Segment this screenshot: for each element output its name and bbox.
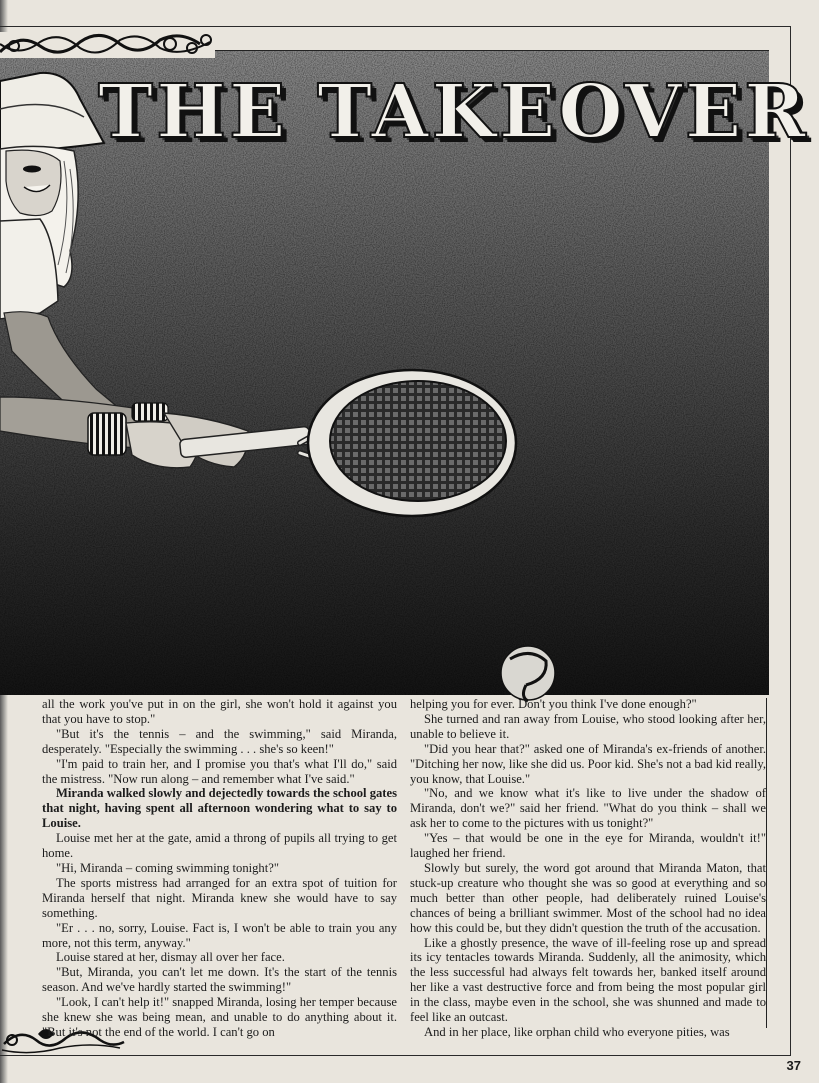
paragraph: And in her place, like orphan child who everyone pities, was: [424, 1024, 730, 1039]
text-column-right: [410, 697, 766, 1039]
text-column-left: [42, 697, 397, 1039]
paragraph: "But it's the tennis – and the swimming," said Miranda, desperately. "Especially the swimming . . . she's so keen!": [42, 726, 397, 756]
paragraph: Slowly but surely, the word got around that Miranda Maton, that stuck-up creature who thought she was so good at everything and so much better than other people, had deliberately ruined Louise's chances of being a brilliant swimmer. Most of the school had no idea how this could be, but they didn't question the truth of the accusation.: [410, 860, 766, 935]
paragraph: "Er . . . no, sorry, Louise. Fact is, I won't be able to train you any more, not this term, anyway.": [42, 920, 397, 950]
paragraph: "Look, I can't help it!" snapped Miranda, losing her temper because she knew she was being mean, and unable to do anything about it. "But it's not the end of the world. I can't go on: [42, 995, 397, 1039]
paragraph: helping you for ever. Don't you think I've done enough?": [410, 697, 697, 711]
column-rule: [766, 698, 767, 1028]
paragraph: Like a ghostly presence, the wave of ill-feeling rose up and spread its icy tentacles towards Miranda. Suddenly, all the animosity, which the less successful had always felt towards her, banked itself around her like a vast destructive force and from being the most popular girl in the class, maybe even in the school, she was shunned and made to feel like an outcast.: [410, 935, 766, 1025]
paragraph: The sports mistress had arranged for an extra spot of tuition for Miranda herself that night. Miranda knew she would have to say something.: [42, 875, 397, 920]
paragraph: She turned and ran away from Louise, who stood looking after her, unable to believe it.: [410, 711, 766, 741]
paragraph: all the work you've put in on the girl, she won't hold it against you that you have to stop.": [42, 697, 397, 726]
paragraph: "I'm paid to train her, and I promise you that's what I'll do," said the mistress. "Now run along – and remember what I've said.": [42, 756, 397, 786]
paragraph-bold: Miranda walked slowly and dejectedly towards the school gates that night, having spent all afternoon wondering what to say to Louise.: [42, 786, 397, 831]
paragraph: "Hi, Miranda – coming swimming tonight?": [56, 860, 279, 875]
paragraph: "No, and we know what it's like to live under the shadow of Miranda, don't we?" said her friend. "What do you think – shall we ask her to come to the pictures with us tonight?": [410, 786, 766, 831]
paragraph: "But, Miranda, you can't let me down. It's the start of the tennis season. And we've hardly started the swimming!": [42, 965, 397, 995]
story-title: THE TAKEOVER: [98, 69, 809, 155]
paragraph: Louise stared at her, dismay all over her face.: [56, 950, 285, 965]
paragraph: Louise met her at the gate, amid a throng of pupils all trying to get home.: [42, 831, 397, 861]
paragraph: "Yes – that would be one in the eye for Miranda, wouldn't it!" laughed her friend.: [410, 831, 766, 861]
tennis-ball-icon: [501, 646, 555, 701]
page-number: 37: [786, 1058, 801, 1073]
paragraph: "Did you hear that?" asked one of Miranda's ex-friends of another. "Ditching her now, like she did us. Poor kid. She's not a bad kid really, you know, that Louise.": [410, 741, 766, 786]
